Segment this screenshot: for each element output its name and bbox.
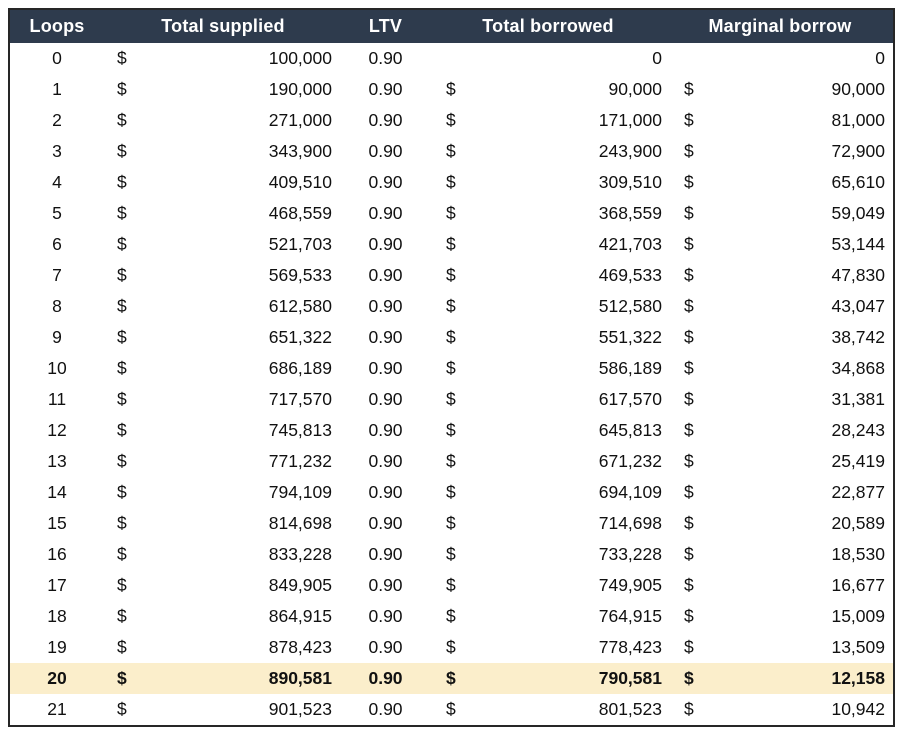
marginal-borrow-cell: [667, 446, 894, 477]
marginal-borrow-cell: [667, 198, 894, 229]
currency-symbol: $: [684, 544, 694, 564]
ltv-cell: 0.90: [368, 327, 403, 347]
cell-value: 890,581: [268, 668, 332, 688]
marginal-borrow-cell: [667, 632, 894, 663]
ltv-cell: 0.90: [368, 699, 403, 719]
total-borrowed-cell: [429, 136, 667, 167]
table-row: [9, 74, 894, 105]
cell-value: 90,000: [608, 79, 662, 99]
table-row: [9, 570, 894, 601]
currency-symbol: $: [117, 327, 127, 347]
currency-symbol: $: [446, 544, 456, 564]
cell-value: 0: [652, 48, 662, 68]
ltv-cell: 0.90: [368, 544, 403, 564]
loops-cell: 2: [52, 110, 62, 130]
cell-value: 512,580: [598, 296, 662, 316]
cell-value: 409,510: [268, 172, 332, 192]
loops-cell: 18: [47, 606, 67, 626]
cell-value: 343,900: [268, 141, 332, 161]
cell-value: 59,049: [831, 203, 885, 223]
marginal-borrow-cell: [667, 136, 894, 167]
loops-cell: 9: [52, 327, 62, 347]
marginal-borrow-cell: [667, 291, 894, 322]
total-borrowed-cell: [429, 167, 667, 198]
currency-symbol: $: [446, 327, 456, 347]
total-borrowed-cell: [429, 539, 667, 570]
total-supplied-cell: [104, 632, 342, 663]
cell-value: 671,232: [598, 451, 662, 471]
currency-symbol: $: [684, 606, 694, 626]
total-supplied-cell: [104, 291, 342, 322]
table-row: [9, 446, 894, 477]
marginal-borrow-cell: [667, 353, 894, 384]
total-supplied-cell: [104, 446, 342, 477]
col-header-total-borrowed: Total borrowed: [429, 9, 667, 43]
currency-symbol: $: [684, 389, 694, 409]
loops-cell: 5: [52, 203, 62, 223]
currency-symbol: $: [446, 389, 456, 409]
total-borrowed-cell: [429, 198, 667, 229]
marginal-borrow-cell: [667, 415, 894, 446]
table-row: [9, 601, 894, 632]
total-supplied-cell: [104, 539, 342, 570]
currency-symbol: $: [117, 451, 127, 471]
currency-symbol: $: [446, 668, 456, 688]
ltv-cell: 0.90: [368, 358, 403, 378]
cell-value: 749,905: [598, 575, 662, 595]
header-row: [9, 9, 894, 43]
loops-cell: 3: [52, 141, 62, 161]
cell-value: 271,000: [268, 110, 332, 130]
loops-cell: 19: [47, 637, 67, 657]
marginal-borrow-cell: [667, 601, 894, 632]
cell-value: 368,559: [598, 203, 662, 223]
cell-value: 243,900: [598, 141, 662, 161]
col-header-ltv: LTV: [342, 9, 429, 43]
ltv-cell: 0.90: [342, 663, 429, 694]
currency-symbol: $: [684, 358, 694, 378]
currency-symbol: $: [446, 265, 456, 285]
total-supplied-cell: [104, 353, 342, 384]
currency-symbol: $: [117, 172, 127, 192]
total-borrowed-cell: [429, 446, 667, 477]
total-supplied-cell: [104, 43, 342, 74]
loops-cell: 12: [47, 420, 67, 440]
total-supplied-cell: [104, 260, 342, 291]
currency-symbol: $: [446, 513, 456, 533]
currency-symbol: $: [446, 699, 456, 719]
table-row: [9, 260, 894, 291]
cell-value: 16,677: [831, 575, 885, 595]
marginal-borrow-cell: [667, 508, 894, 539]
total-borrowed-cell: [429, 415, 667, 446]
ltv-cell: 0.90: [368, 172, 403, 192]
col-header-marginal-borrow: Marginal borrow: [667, 9, 894, 43]
total-borrowed-cell: [429, 384, 667, 415]
loops-cell: 10: [47, 358, 67, 378]
currency-symbol: $: [117, 544, 127, 564]
marginal-borrow-cell: [667, 477, 894, 508]
currency-symbol: $: [117, 420, 127, 440]
currency-symbol: $: [117, 79, 127, 99]
cell-value: 15,009: [831, 606, 885, 626]
currency-symbol: $: [446, 575, 456, 595]
loops-table: [8, 8, 895, 727]
loops-cell: 20: [9, 663, 104, 694]
total-supplied-cell: [104, 415, 342, 446]
loops-cell: 15: [47, 513, 67, 533]
marginal-borrow-cell: [667, 167, 894, 198]
cell-value: 31,381: [831, 389, 885, 409]
currency-symbol: $: [117, 699, 127, 719]
ltv-cell: 0.90: [368, 420, 403, 440]
marginal-borrow-cell: [667, 322, 894, 353]
cell-value: 717,570: [268, 389, 332, 409]
table-body: [9, 43, 894, 726]
currency-symbol: $: [117, 110, 127, 130]
ltv-cell: 0.90: [368, 110, 403, 130]
cell-value: 551,322: [598, 327, 662, 347]
total-borrowed-cell: [429, 229, 667, 260]
cell-value: 309,510: [598, 172, 662, 192]
cell-value: 468,559: [268, 203, 332, 223]
currency-symbol: $: [446, 296, 456, 316]
cell-value: 25,419: [831, 451, 885, 471]
currency-symbol: $: [684, 265, 694, 285]
cell-value: 521,703: [268, 234, 332, 254]
marginal-borrow-cell: [667, 570, 894, 601]
cell-value: 814,698: [268, 513, 332, 533]
table-row: [9, 229, 894, 260]
total-supplied-cell: [104, 322, 342, 353]
currency-symbol: $: [684, 203, 694, 223]
currency-symbol: $: [684, 296, 694, 316]
currency-symbol: $: [117, 668, 127, 688]
currency-symbol: $: [684, 172, 694, 192]
total-supplied-cell: [104, 477, 342, 508]
marginal-borrow-cell: [667, 105, 894, 136]
cell-value: 745,813: [268, 420, 332, 440]
col-header-loops: Loops: [9, 9, 104, 43]
table-row: [9, 322, 894, 353]
cell-value: 421,703: [598, 234, 662, 254]
ltv-cell: 0.90: [368, 575, 403, 595]
currency-symbol: $: [684, 699, 694, 719]
total-borrowed-cell: [429, 570, 667, 601]
cell-value: 12,158: [831, 668, 885, 688]
total-borrowed-cell: [429, 694, 667, 726]
total-borrowed-cell: [429, 508, 667, 539]
cell-value: 714,698: [598, 513, 662, 533]
currency-symbol: $: [117, 606, 127, 626]
cell-value: 849,905: [268, 575, 332, 595]
currency-symbol: $: [446, 79, 456, 99]
currency-symbol: $: [684, 668, 694, 688]
total-supplied-cell: [104, 167, 342, 198]
currency-symbol: $: [446, 172, 456, 192]
loops-cell: 1: [52, 79, 62, 99]
cell-value: 801,523: [598, 699, 662, 719]
table-row: [9, 694, 894, 726]
cell-value: 764,915: [598, 606, 662, 626]
cell-value: 790,581: [598, 668, 662, 688]
cell-value: 651,322: [268, 327, 332, 347]
currency-symbol: $: [446, 637, 456, 657]
total-borrowed-cell: [429, 291, 667, 322]
currency-symbol: $: [117, 48, 127, 68]
currency-symbol: $: [684, 513, 694, 533]
currency-symbol: $: [684, 575, 694, 595]
cell-value: 617,570: [598, 389, 662, 409]
currency-symbol: $: [684, 110, 694, 130]
total-supplied-cell: [104, 229, 342, 260]
currency-symbol: $: [117, 234, 127, 254]
cell-value: 28,243: [831, 420, 885, 440]
currency-symbol: $: [446, 451, 456, 471]
loops-cell: 14: [47, 482, 67, 502]
table-row: [9, 167, 894, 198]
loops-cell: 16: [47, 544, 67, 564]
cell-value: 586,189: [598, 358, 662, 378]
total-supplied-cell: [104, 105, 342, 136]
currency-symbol: $: [684, 482, 694, 502]
ltv-cell: 0.90: [368, 451, 403, 471]
currency-symbol: $: [446, 234, 456, 254]
table-row: [9, 508, 894, 539]
currency-symbol: $: [684, 79, 694, 99]
table-row: [9, 415, 894, 446]
cell-value: 686,189: [268, 358, 332, 378]
cell-value: 733,228: [598, 544, 662, 564]
currency-symbol: $: [117, 482, 127, 502]
cell-value: 20,589: [831, 513, 885, 533]
marginal-borrow-cell: [667, 229, 894, 260]
currency-symbol: $: [117, 296, 127, 316]
table-row: [9, 198, 894, 229]
cell-value: 833,228: [268, 544, 332, 564]
total-supplied-cell: [104, 570, 342, 601]
cell-value: 612,580: [268, 296, 332, 316]
total-supplied-cell: [104, 508, 342, 539]
total-borrowed-cell: [429, 477, 667, 508]
total-supplied-cell: [104, 601, 342, 632]
table-row: [9, 477, 894, 508]
cell-value: 645,813: [598, 420, 662, 440]
cell-value: 694,109: [598, 482, 662, 502]
ltv-cell: 0.90: [368, 141, 403, 161]
table-row: [9, 384, 894, 415]
cell-value: 13,509: [831, 637, 885, 657]
marginal-borrow-cell: [667, 539, 894, 570]
table-row: [9, 291, 894, 322]
table-row: [9, 353, 894, 384]
cell-value: 0: [875, 48, 885, 68]
total-supplied-cell: [104, 384, 342, 415]
cell-value: 569,533: [268, 265, 332, 285]
currency-symbol: $: [117, 575, 127, 595]
total-supplied-cell: [104, 74, 342, 105]
total-supplied-cell: [104, 663, 342, 694]
loops-cell: 13: [47, 451, 67, 471]
total-borrowed-cell: [429, 353, 667, 384]
table-row: [9, 43, 894, 74]
ltv-cell: 0.90: [368, 79, 403, 99]
cell-value: 469,533: [598, 265, 662, 285]
cell-value: 878,423: [268, 637, 332, 657]
cell-value: 778,423: [598, 637, 662, 657]
loops-cell: 0: [52, 48, 62, 68]
currency-symbol: $: [446, 358, 456, 378]
cell-value: 53,144: [831, 234, 885, 254]
total-supplied-cell: [104, 136, 342, 167]
total-borrowed-cell: [429, 663, 667, 694]
total-borrowed-cell: [429, 43, 667, 74]
currency-symbol: $: [446, 482, 456, 502]
cell-value: 81,000: [831, 110, 885, 130]
total-borrowed-cell: [429, 632, 667, 663]
cell-value: 171,000: [598, 110, 662, 130]
total-borrowed-cell: [429, 74, 667, 105]
cell-value: 190,000: [268, 79, 332, 99]
cell-value: 34,868: [831, 358, 885, 378]
currency-symbol: $: [684, 637, 694, 657]
cell-value: 90,000: [831, 79, 885, 99]
currency-symbol: $: [446, 420, 456, 440]
loops-cell: 21: [47, 699, 67, 719]
table-row: [9, 136, 894, 167]
cell-value: 864,915: [268, 606, 332, 626]
ltv-cell: 0.90: [368, 265, 403, 285]
total-borrowed-cell: [429, 322, 667, 353]
total-borrowed-cell: [429, 260, 667, 291]
cell-value: 65,610: [831, 172, 885, 192]
ltv-cell: 0.90: [368, 513, 403, 533]
cell-value: 901,523: [268, 699, 332, 719]
currency-symbol: $: [684, 451, 694, 471]
currency-symbol: $: [117, 513, 127, 533]
total-borrowed-cell: [429, 105, 667, 136]
currency-symbol: $: [117, 203, 127, 223]
cell-value: 771,232: [268, 451, 332, 471]
currency-symbol: $: [684, 141, 694, 161]
loops-cell: 7: [52, 265, 62, 285]
ltv-cell: 0.90: [368, 482, 403, 502]
currency-symbol: $: [446, 141, 456, 161]
total-supplied-cell: [104, 694, 342, 726]
table-row: [9, 539, 894, 570]
loops-cell: 6: [52, 234, 62, 254]
table-row: [9, 632, 894, 663]
currency-symbol: $: [684, 420, 694, 440]
currency-symbol: $: [446, 110, 456, 130]
marginal-borrow-cell: [667, 384, 894, 415]
table-row: [9, 105, 894, 136]
loops-cell: 17: [47, 575, 67, 595]
currency-symbol: $: [446, 606, 456, 626]
marginal-borrow-cell: [667, 74, 894, 105]
marginal-borrow-cell: [667, 43, 894, 74]
cell-value: 100,000: [268, 48, 332, 68]
currency-symbol: $: [446, 203, 456, 223]
currency-symbol: $: [117, 389, 127, 409]
marginal-borrow-cell: [667, 663, 894, 694]
ltv-cell: 0.90: [368, 296, 403, 316]
currency-symbol: $: [117, 265, 127, 285]
marginal-borrow-cell: [667, 260, 894, 291]
cell-value: 794,109: [268, 482, 332, 502]
ltv-cell: 0.90: [368, 203, 403, 223]
ltv-cell: 0.90: [368, 389, 403, 409]
cell-value: 43,047: [831, 296, 885, 316]
currency-symbol: $: [117, 637, 127, 657]
cell-value: 38,742: [831, 327, 885, 347]
ltv-cell: 0.90: [368, 48, 403, 68]
cell-value: 10,942: [831, 699, 885, 719]
cell-value: 47,830: [831, 265, 885, 285]
loops-cell: 8: [52, 296, 62, 316]
cell-value: 22,877: [831, 482, 885, 502]
total-borrowed-cell: [429, 601, 667, 632]
total-supplied-cell: [104, 198, 342, 229]
ltv-cell: 0.90: [368, 234, 403, 254]
loops-cell: 4: [52, 172, 62, 192]
col-header-total-supplied: Total supplied: [104, 9, 342, 43]
cell-value: 18,530: [831, 544, 885, 564]
currency-symbol: $: [684, 234, 694, 254]
currency-symbol: $: [684, 327, 694, 347]
currency-symbol: $: [117, 141, 127, 161]
table-row: [9, 663, 894, 694]
ltv-cell: 0.90: [368, 606, 403, 626]
cell-value: 72,900: [831, 141, 885, 161]
ltv-cell: 0.90: [368, 637, 403, 657]
loops-cell: 11: [47, 389, 67, 409]
currency-symbol: $: [117, 358, 127, 378]
marginal-borrow-cell: [667, 694, 894, 726]
